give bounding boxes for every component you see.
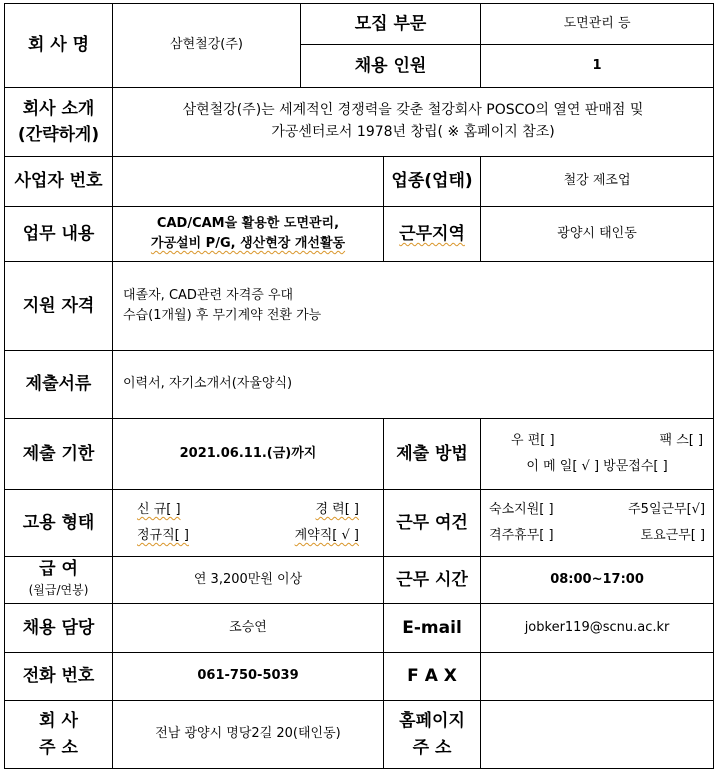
salary-value: 연 3,200만원 이상 [113,557,384,604]
condition-five-day-option[interactable]: 주5일근무[√] [628,501,706,517]
employment-career-option[interactable]: 경 력[ ] [315,501,359,517]
recruiter-value: 조승연 [113,604,384,653]
industry-label: 업종(업태) [384,157,481,207]
employment-new-option[interactable]: 신 규[ ] [137,501,181,517]
job-duties-value: CAD/CAM을 활용한 도면관리, 가공설비 P/G, 생산현장 개선활동 [113,207,384,262]
business-number-value [113,157,384,207]
company-name-value: 삼현철강(주) [113,4,301,88]
condition-biweekly-option[interactable]: 격주휴무[ ] [489,528,554,543]
qualification-value: 대졸자, CAD관련 자격증 우대 수습(1개월) 후 무기계약 전환 가능 [113,262,714,351]
phone-label: 전화 번호 [5,653,113,701]
homepage-value [481,701,714,769]
job-posting-form [4,3,714,769]
headcount-label: 채용 인원 [301,45,481,88]
address-label: 회 사 주 소 [5,701,113,769]
employment-contract-option[interactable]: 계약직[ √ ] [294,528,359,543]
submit-post-option[interactable]: 우 편[ ] [511,432,555,448]
deadline-value: 2021.06.11.(금)까지 [113,419,384,490]
company-name-label: 회 사 명 [5,4,113,88]
employment-type-options [113,490,384,557]
job-duties-label: 업무 내용 [5,207,113,262]
salary-label: 급 여 (월급/연봉) [5,557,113,604]
recruit-dept-value: 도면관리 등 [481,4,714,45]
submit-visit-option[interactable]: 방문접수[ ] [603,459,668,474]
work-hours-label: 근무 시간 [384,557,481,604]
employment-regular-option[interactable]: 정규직[ ] [137,528,189,543]
condition-saturday-option[interactable]: 토요근무[ ] [640,528,706,543]
work-hours-value: 08:00~17:00 [481,557,714,604]
submit-fax-option[interactable]: 팩 스[ ] [659,432,704,448]
documents-label: 제출서류 [5,351,113,419]
documents-value: 이력서, 자기소개서(자율양식) [113,351,714,419]
work-area-label: 근무지역 [384,207,481,262]
phone-value: 061-750-5039 [113,653,384,701]
headcount-value: 1 [481,45,714,88]
homepage-label: 홈페이지 주 소 [384,701,481,769]
submit-email-option[interactable]: 이 메 일[ √ ] [526,459,600,474]
deadline-label: 제출 기한 [5,419,113,490]
fax-label: F A X [384,653,481,701]
condition-dorm-option[interactable]: 숙소지원[ ] [489,501,554,517]
employment-type-label: 고용 형태 [5,490,113,557]
recruiter-label: 채용 담당 [5,604,113,653]
work-area-value: 광양시 태인동 [481,207,714,262]
submit-method-options [481,419,714,490]
email-value: jobker119@scnu.ac.kr [481,604,714,653]
submit-method-label: 제출 방법 [384,419,481,490]
qualification-label: 지원 자격 [5,262,113,351]
work-conditions-options [481,490,714,557]
company-intro-label: 회사 소개 (간략하게) [5,88,113,157]
business-number-label: 사업자 번호 [5,157,113,207]
company-intro-value: 삼현철강(주)는 세계적인 경쟁력을 갖춘 철강회사 POSCO의 열연 판매점 및 가공센터로서 1978년 창립( ※ 홈페이지 참조) [113,88,714,157]
fax-value [481,653,714,701]
industry-value: 철강 제조업 [481,157,714,207]
work-conditions-label: 근무 여건 [384,490,481,557]
email-label: E-mail [384,604,481,653]
recruit-dept-label: 모집 부문 [301,4,481,45]
address-value: 전남 광양시 명당2길 20(태인동) [113,701,384,769]
